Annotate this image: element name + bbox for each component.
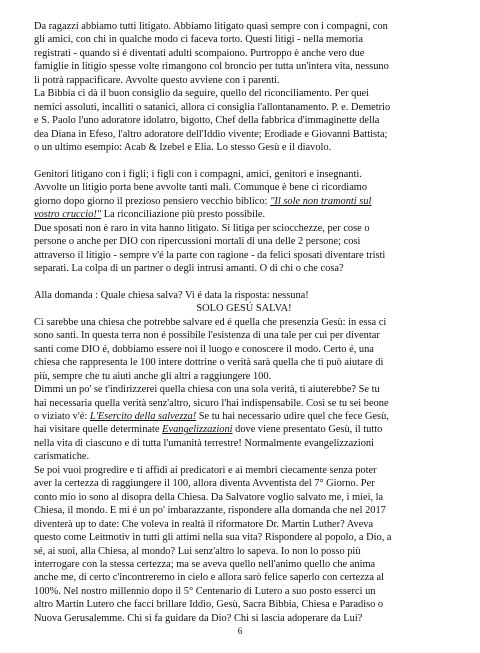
paragraph-5-line: altro Martin Lutero che facci brillare Iddio, Gesù, Sacra Bibbia, Chiesa e Paradiso o: [34, 599, 384, 611]
paragraph-4-line: nella vita di ciascuno e di tutta l'umanità terrestre! Normalmente evangelizzazioni: [34, 437, 375, 449]
paragraph-2-line: Genitori litigano con i figli; i figli con i compagni, amici, genitori e insegnanti.: [34, 168, 362, 180]
line-text: Se tu hai necessario udire quel che fece Gesù,: [196, 411, 389, 423]
line-text: La riconciliazione più presto possibile.: [101, 209, 266, 221]
paragraph-4-line: Dimmi un po' se t'indirizzerei quella chiesa con una sola verità, ti aiuterebbe? Se tu: [34, 384, 380, 396]
bible-quote: "Il sole non tramonti sul: [270, 195, 372, 207]
paragraph-4-line: chiesa che rappresenta le 100 intere dottrine o verità sarà quella che ti può aiutare di: [34, 357, 384, 369]
paragraph-1-line: li potrà rappacificare. Avvolte questo avviene con i parenti.: [34, 74, 280, 86]
line-text: dove viene presentato Gesù, il tutto: [232, 424, 383, 436]
paragraph-5-line: 100%. Nel nostro millennio dopo il 5° Centenario di Lutero a suo posto esserci un: [34, 585, 376, 597]
paragraph-5-line: conto mio io sono al disopra della Chiesa. Da Salvatore voglio salvato me, i miei, la: [34, 491, 384, 503]
paragraph-2-line: Due sposati non è raro in vita hanno litigato. Si litiga per sciocchezze, per cose o: [34, 222, 370, 234]
paragraph-5-line: interrogare con la stessa certezza; ma se aveva quello nell'animo quello che anima: [34, 559, 376, 570]
paragraph-5-line: anche me, di certo c'incontreremo in cielo e allora sarò felice saperlo con certezza al: [34, 572, 385, 584]
question-line: Alla domanda : Quale chiesa salva? Vi é data la risposta: nessuna!: [34, 289, 309, 301]
paragraph-1-line: famiglie in litigio spesse volte rimangono col broncio per tutta un'intera vita, nessuno: [34, 61, 389, 73]
paragraph-4-line: carismatiche.: [34, 451, 90, 463]
heading-solo-gesu: SOLO GESÚ SALVA!: [196, 303, 292, 315]
paragraph-5-line: Chiesa, il mondo. E mi é un po' imbarazzante, rispondere alla domanda che nel 2017: [34, 505, 386, 517]
paragraph-2-line: separati. La colpa di un partner o degli intrusi amanti. O di chi o che cosa?: [34, 263, 344, 275]
paragraph-4-line: sono santi. In questa terra non é possibile l'esistenza di una tale per cui per diventar: [34, 330, 380, 342]
paragraph-2-line: [34, 195, 454, 208]
page-body: [34, 20, 454, 625]
line-text: o viziato v'é:: [34, 411, 90, 423]
bible-quote-end: vostro cruccio!": [34, 209, 102, 221]
paragraph-2-line: Avvolte un litigio porta bene avvolte tanti mali. Comunque è bene ci ricordiamo: [34, 182, 368, 194]
paragraph-4-line: santi come DIO é, dobbiamo essere noi il luogo e conoscere il modo. Certo é, una: [34, 343, 374, 355]
paragraph-4-line: [34, 423, 454, 436]
line-text: giorno dopo giorno il prezioso pensiero vecchio biblico:: [34, 195, 271, 207]
paragraph-2-line: persone o anche per DIO con ripercussioni mortali di una delle 2 persone; così: [34, 236, 361, 248]
paragraph-1-line: La Bibbia ci dà il buon consiglio da seguire, quello del riconciliamento. Per quei: [34, 88, 370, 100]
paragraph-5-line: diventerà up to date: Che voleva in realtà il riformatore Dr. Martin Luther? Aveva: [34, 518, 374, 530]
paragraph-5-line: aver la certezza di raggiungere il 100, allora diventa Avventista del 7° Giorno. Per: [34, 478, 375, 490]
paragraph-1-line: e S. Paolo l'uno adoratore idolatro, bigotto, Chef della fabbrica d'immaginette della: [34, 115, 380, 127]
paragraph-5-line: Nuova Gerusalemme. Chi si fa guidare da Dio? Chi si lascia adoperare da Lui?: [34, 612, 363, 624]
paragraph-4-line: hai necessaria quella verità senz'altro, sicuro l'hai indispensabile. Così se tu sei beone: [34, 397, 389, 409]
paragraph-1-line: Da ragazzi abbiamo tutti litigato. Abbiamo litigato quasi sempre con i compagni, con: [34, 21, 388, 32]
paragraph-1-line: gli amici, con chi in qualche modo ci faceva torto. Questi litigi - nella memoria: [34, 34, 363, 46]
evangelizzazioni: Evangelizzazioni: [162, 424, 233, 436]
paragraph-1-line: nemici assoluti, incalliti o satanici, allora ci consiglia l'allontanamento. P. e. Demetrio: [34, 101, 391, 113]
esercito-salvezza: L'Esercito della salvezza!: [89, 411, 197, 423]
paragraph-5-line: Se poi vuoi progredire e ti affidi ai predicatori e ai membri ciecamente senza poter: [34, 464, 377, 476]
paragraph-4-line: Ci sarebbe una chiesa che potrebbe salvare ed é quella che presenzia Gesù: in essa ci: [34, 316, 387, 328]
paragraph-1-line: o un ultimo esempio: Acab & Izebel e Elia. Lo stesso Gesù e il diavolo.: [34, 142, 332, 154]
paragraph-4-line: più, sempre che tu aiuti anche gli altri a raggiungere 100.: [34, 370, 272, 382]
paragraph-1-line: dea Diana in Efeso, l'altro adoratore dell'Iddio vivente; Erodiade e Giovanni Battista;: [34, 128, 388, 140]
paragraph-4-line: [34, 410, 454, 423]
page-number: 6: [237, 626, 243, 636]
paragraph-2-line: attraverso il litigio - sempre v'é la parte con ragione - da felici sposati diventare tristi: [34, 249, 386, 261]
paragraph-5-line: questo come Leitmotiv in tutti gli attimi nella sua vita? Rispondere al popolo, a Dio, a: [34, 532, 392, 544]
line-text: hai visitare quelle determinate: [34, 424, 163, 436]
paragraph-2-line: [34, 208, 454, 221]
paragraph-5-line: sé, ai suoi, alla Chiesa, al mondo? Lui senz'altro lo sapeva. Io non lo posso più: [34, 545, 361, 557]
paragraph-1-line: registrati - quando si é diventati adulti scompaiono. Purtroppo è anche vero due: [34, 47, 365, 59]
